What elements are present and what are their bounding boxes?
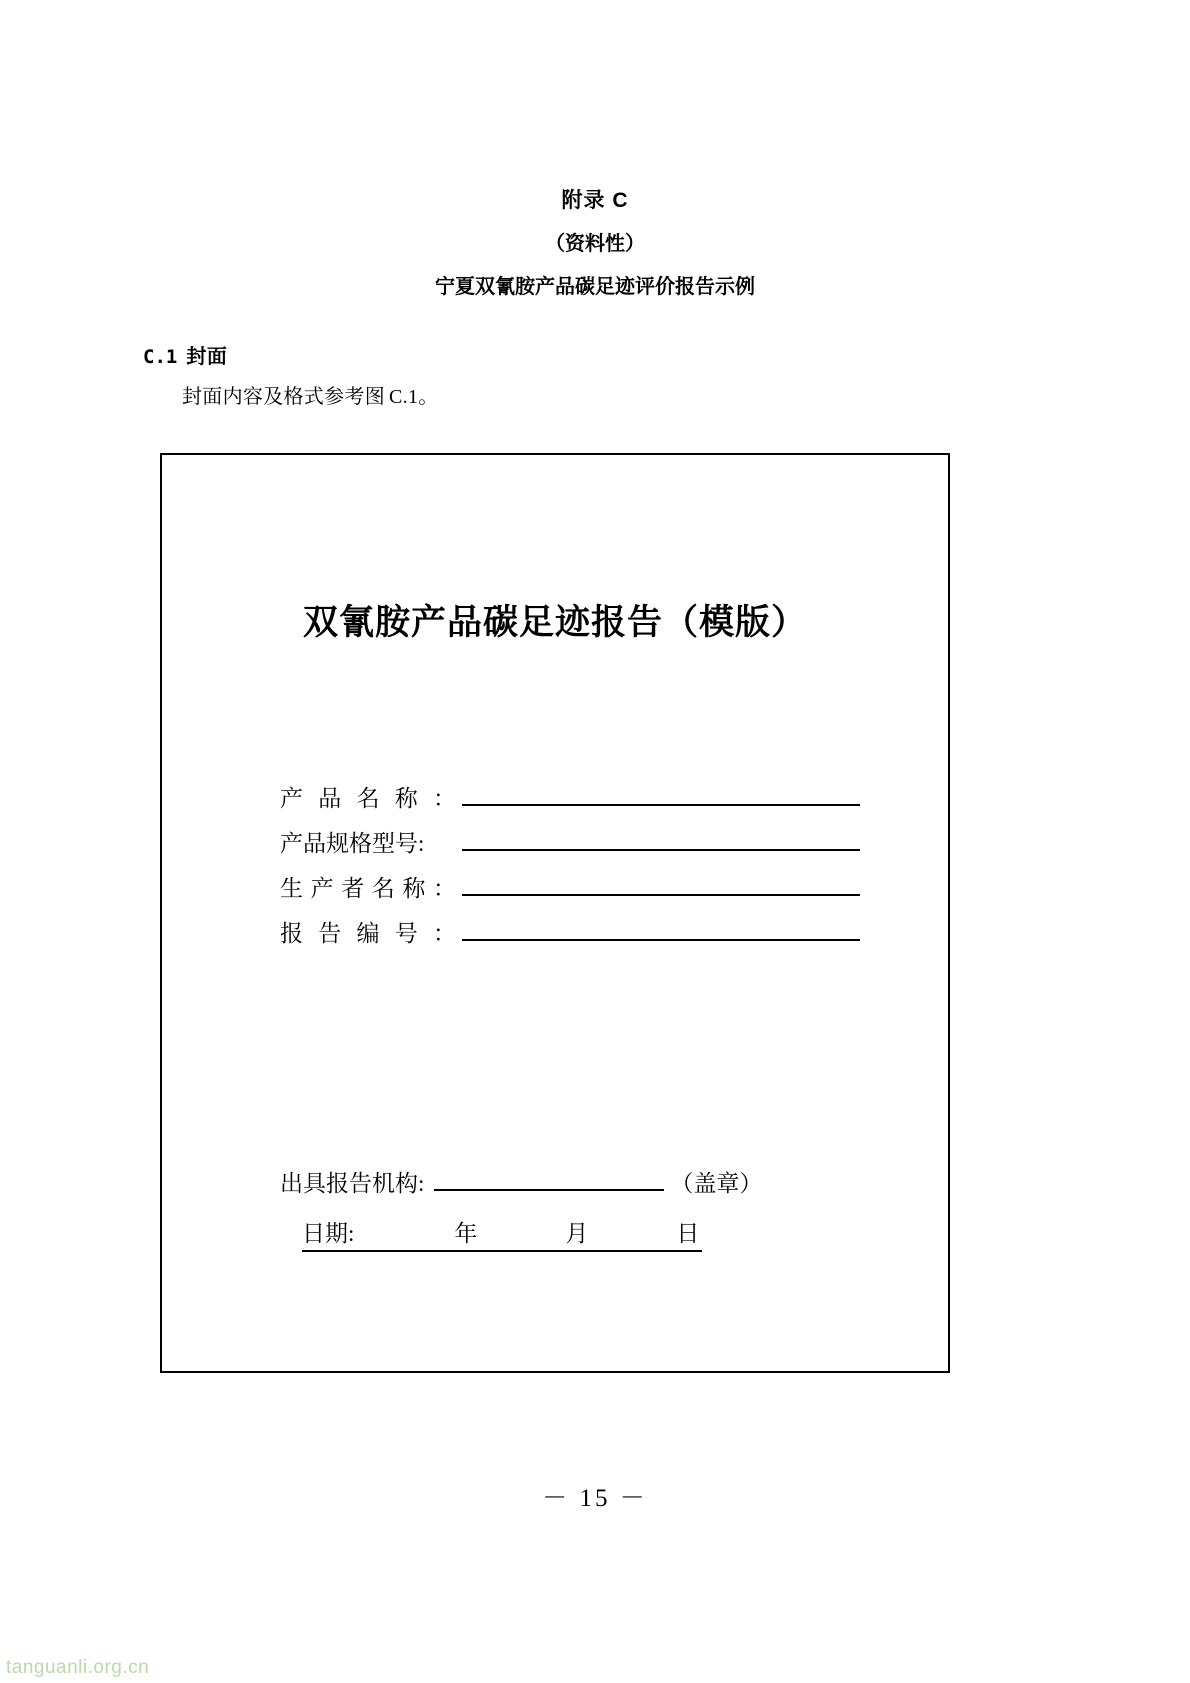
seal-note: （盖章）	[670, 1171, 763, 1196]
field-label-report-number	[280, 915, 456, 948]
site-watermark: tanguanli.org.cn	[6, 1657, 150, 1678]
field-input-product-name[interactable]	[462, 783, 860, 806]
section-label: 封面	[186, 346, 228, 368]
label-char: 告	[318, 921, 342, 946]
issuer-row	[280, 1165, 870, 1198]
label-char: 称	[394, 786, 418, 811]
section-body-sentence: 封面内容及格式参考图	[182, 386, 385, 408]
field-row-product-model	[280, 825, 860, 870]
field-label-product-model	[280, 825, 456, 858]
cover-field-list	[280, 780, 860, 960]
field-input-producer-name[interactable]	[462, 873, 860, 896]
date-label: 日期:	[302, 1221, 355, 1246]
appendix-label: 附录 C	[561, 189, 629, 212]
label-char: 生	[280, 876, 303, 901]
label-char: 号	[394, 921, 418, 946]
section-heading	[143, 340, 227, 369]
section-body-figure-ref: C.1。	[389, 386, 439, 408]
field-label-producer-name	[280, 870, 456, 903]
label-colon: ：	[433, 921, 456, 946]
field-input-report-number[interactable]	[462, 918, 860, 941]
label-char: 品	[318, 786, 342, 811]
appendix-title: 宁夏双氰胺产品碳足迹评价报告示例	[435, 276, 755, 298]
label-char: 报	[280, 921, 303, 946]
issuer-label: 出具报告机构:	[280, 1171, 425, 1196]
label-colon: ：	[432, 876, 456, 901]
date-year-unit: 年	[454, 1221, 478, 1246]
cover-title: 双氰胺产品碳足迹报告（模版）	[302, 603, 807, 642]
cover-figure-box	[160, 453, 950, 1373]
label-text: 产品规格型号	[280, 831, 418, 856]
page-number: － 15 －	[542, 1485, 648, 1512]
label-char: 产	[310, 876, 334, 901]
label-char: 者	[341, 876, 365, 901]
section-number: C.1	[143, 346, 178, 368]
date-row[interactable]	[302, 1215, 702, 1252]
label-char: 名	[356, 786, 380, 811]
date-month-unit: 月	[565, 1221, 589, 1246]
field-row-report-number	[280, 915, 860, 960]
appendix-heading-block	[0, 190, 1190, 297]
field-row-producer-name	[280, 870, 860, 915]
label-char: 称	[402, 876, 426, 901]
cover-signature-block	[280, 1165, 870, 1252]
date-day-unit: 日	[676, 1221, 700, 1246]
appendix-nature: （资料性）	[545, 233, 645, 255]
field-label-product-name	[280, 780, 456, 813]
field-input-product-model[interactable]	[462, 828, 860, 851]
issuer-input[interactable]	[434, 1169, 664, 1191]
section-body-text	[182, 380, 439, 409]
label-colon: ：	[433, 786, 456, 811]
label-char: 编	[356, 921, 380, 946]
label-char: 产	[280, 786, 303, 811]
label-char: 名	[371, 876, 395, 901]
label-colon: :	[418, 831, 425, 856]
field-row-product-name	[280, 780, 860, 825]
